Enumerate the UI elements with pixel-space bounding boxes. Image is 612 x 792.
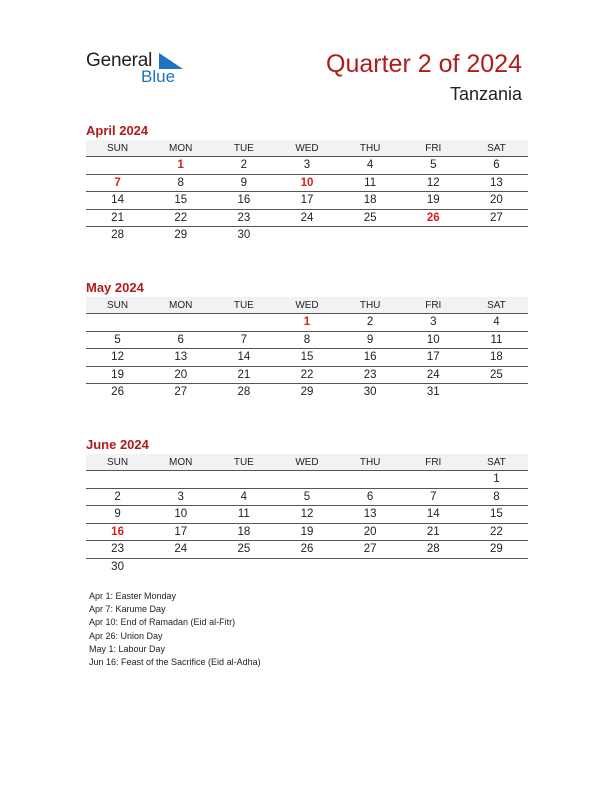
day-cell: 26 xyxy=(275,541,338,559)
day-cell: 15 xyxy=(465,506,528,524)
day-cell: 23 xyxy=(212,209,275,227)
week-row xyxy=(86,558,528,575)
week-row xyxy=(86,314,528,332)
day-cell: 31 xyxy=(426,386,440,399)
week-row xyxy=(86,331,528,349)
day-cell: 21 xyxy=(86,209,149,227)
day-cell: 10 xyxy=(149,506,212,524)
day-cell: 27 xyxy=(339,541,402,559)
day-cell: 6 xyxy=(339,488,402,506)
day-cell: 11 xyxy=(212,506,275,524)
day-cell: 6 xyxy=(149,331,212,349)
empty-day-cell xyxy=(339,471,402,489)
empty-day-cell xyxy=(212,558,275,575)
week-row xyxy=(86,349,528,367)
day-cell: 7 xyxy=(86,174,149,192)
day-cell: 11 xyxy=(339,174,402,192)
weekday-header: SAT xyxy=(465,140,528,157)
day-cell: 16 xyxy=(339,349,402,367)
day-cell: 2 xyxy=(339,314,402,332)
day-cell: 19 xyxy=(86,366,149,384)
empty-day-cell xyxy=(86,157,149,175)
day-cell: 12 xyxy=(402,174,465,192)
logo-general-text: General xyxy=(86,50,153,71)
day-cell: 25 xyxy=(465,366,528,384)
brand-logo xyxy=(86,50,196,90)
weekday-header: THU xyxy=(339,140,402,157)
day-cell: 23 xyxy=(86,541,149,559)
empty-day-cell xyxy=(339,558,402,575)
holiday-note: May 1: Labour Day xyxy=(89,643,166,654)
day-cell: 2 xyxy=(86,488,149,506)
day-cell: 3 xyxy=(149,488,212,506)
week-row xyxy=(86,209,528,227)
holiday-note: Jun 16: Feast of the Sacrifice (Eid al-Adha) xyxy=(89,657,261,668)
country-name: Tanzania xyxy=(449,84,522,104)
day-cell: 5 xyxy=(86,331,149,349)
day-cell: 9 xyxy=(339,331,402,349)
weekday-header: TUE xyxy=(212,297,275,314)
empty-day-cell xyxy=(339,227,402,244)
day-cell: 17 xyxy=(275,192,338,210)
day-cell: 27 xyxy=(465,209,528,227)
day-cell: 27 xyxy=(174,386,188,399)
empty-day-cell xyxy=(465,384,528,401)
day-cell: 28 xyxy=(237,386,251,399)
weekday-header: WED xyxy=(275,297,338,314)
day-cell: 11 xyxy=(465,331,528,349)
day-cell: 26 xyxy=(111,386,124,399)
empty-day-cell xyxy=(149,558,212,575)
weekday-header: MON xyxy=(149,297,212,314)
day-cell: 18 xyxy=(339,192,402,210)
week-row xyxy=(86,157,528,175)
week-row xyxy=(86,174,528,192)
day-cell: 22 xyxy=(465,523,528,541)
day-cell: 6 xyxy=(465,157,528,175)
holiday-note: Apr 1: Easter Monday xyxy=(89,591,177,601)
weekday-header: WED xyxy=(275,454,338,471)
empty-day-cell xyxy=(212,471,275,489)
week-row xyxy=(86,523,528,541)
day-cell: 13 xyxy=(465,174,528,192)
empty-day-cell xyxy=(402,558,465,575)
day-cell: 24 xyxy=(402,366,465,384)
holiday-notes xyxy=(89,590,261,669)
weekday-header: WED xyxy=(275,140,338,157)
empty-day-cell xyxy=(275,471,338,489)
empty-day-cell xyxy=(402,471,465,489)
day-cell: 15 xyxy=(275,349,338,367)
day-cell: 30 xyxy=(111,560,124,573)
day-cell: 21 xyxy=(212,366,275,384)
day-cell: 7 xyxy=(212,331,275,349)
empty-day-cell xyxy=(212,314,275,332)
day-cell: 22 xyxy=(275,366,338,384)
weekday-header: TUE xyxy=(212,140,275,157)
weekday-header: FRI xyxy=(402,140,465,157)
calendar-grid xyxy=(86,454,528,575)
week-row xyxy=(86,506,528,524)
empty-day-cell xyxy=(465,227,528,244)
empty-day-cell xyxy=(275,227,338,244)
weekday-header: TUE xyxy=(212,454,275,471)
day-cell: 20 xyxy=(339,523,402,541)
day-cell: 19 xyxy=(402,192,465,210)
day-cell: 14 xyxy=(86,192,149,210)
day-cell: 8 xyxy=(465,488,528,506)
day-cell: 14 xyxy=(212,349,275,367)
empty-day-cell xyxy=(86,314,149,332)
day-cell: 1 xyxy=(275,314,338,332)
day-cell: 25 xyxy=(212,541,275,559)
day-cell: 28 xyxy=(111,229,124,242)
day-cell: 3 xyxy=(402,314,465,332)
day-cell: 18 xyxy=(212,523,275,541)
weekday-header: SUN xyxy=(86,297,149,314)
weekday-header: FRI xyxy=(402,297,465,314)
day-cell: 1 xyxy=(465,471,528,489)
empty-day-cell xyxy=(86,471,149,489)
day-cell: 3 xyxy=(275,157,338,175)
empty-day-cell xyxy=(465,558,528,575)
day-cell: 9 xyxy=(212,174,275,192)
week-row xyxy=(86,227,528,244)
weekday-header: SAT xyxy=(465,297,528,314)
month-april xyxy=(86,122,528,244)
empty-day-cell xyxy=(402,227,465,244)
week-row xyxy=(86,471,528,489)
logo-blue-text: Blue xyxy=(141,67,176,86)
weekday-header: SAT xyxy=(465,454,528,471)
day-cell: 14 xyxy=(402,506,465,524)
day-cell: 24 xyxy=(149,541,212,559)
week-row xyxy=(86,192,528,210)
weekday-header: FRI xyxy=(402,454,465,471)
day-cell: 25 xyxy=(339,209,402,227)
day-cell: 30 xyxy=(363,386,377,399)
day-cell: 13 xyxy=(149,349,212,367)
empty-day-cell xyxy=(149,314,212,332)
empty-day-cell xyxy=(275,558,338,575)
day-cell: 29 xyxy=(300,386,314,399)
weekday-header-row xyxy=(86,297,528,314)
day-cell: 26 xyxy=(402,209,465,227)
day-cell: 18 xyxy=(465,349,528,367)
day-cell: 19 xyxy=(275,523,338,541)
page-title: Quarter 2 of 2024 xyxy=(326,50,522,78)
day-cell: 29 xyxy=(174,229,188,242)
day-cell: 4 xyxy=(465,314,528,332)
calendar-grid xyxy=(86,297,528,401)
day-cell: 10 xyxy=(275,174,338,192)
weekday-header-row xyxy=(86,140,528,157)
day-cell: 12 xyxy=(86,349,149,367)
day-cell: 20 xyxy=(149,366,212,384)
weekday-header: MON xyxy=(149,454,212,471)
month-may xyxy=(86,279,528,401)
day-cell: 5 xyxy=(402,157,465,175)
week-row xyxy=(86,366,528,384)
month-title: April 2024 xyxy=(86,123,149,138)
day-cell: 8 xyxy=(275,331,338,349)
day-cell: 29 xyxy=(465,541,528,559)
weekday-header: MON xyxy=(149,140,212,157)
day-cell: 13 xyxy=(339,506,402,524)
calendar-grid xyxy=(86,140,528,244)
weekday-header: THU xyxy=(339,297,402,314)
holiday-note: Apr 7: Karume Day xyxy=(89,604,166,615)
day-cell: 20 xyxy=(465,192,528,210)
day-cell: 1 xyxy=(149,157,212,175)
week-row xyxy=(86,541,528,559)
day-cell: 2 xyxy=(212,157,275,175)
day-cell: 15 xyxy=(149,192,212,210)
day-cell: 21 xyxy=(402,523,465,541)
day-cell: 17 xyxy=(402,349,465,367)
day-cell: 4 xyxy=(339,157,402,175)
empty-day-cell xyxy=(149,471,212,489)
day-cell: 23 xyxy=(339,366,402,384)
weekday-header: SUN xyxy=(86,454,149,471)
day-cell: 17 xyxy=(149,523,212,541)
day-cell: 24 xyxy=(275,209,338,227)
holiday-note: Apr 26: Union Day xyxy=(89,630,163,641)
week-row xyxy=(86,488,528,506)
day-cell: 28 xyxy=(402,541,465,559)
month-title: May 2024 xyxy=(86,280,144,295)
weekday-header: THU xyxy=(339,454,402,471)
month-title: June 2024 xyxy=(86,437,149,452)
day-cell: 22 xyxy=(149,209,212,227)
week-row xyxy=(86,384,528,401)
holiday-note: Apr 10: End of Ramadan (Eid al-Fitr) xyxy=(89,617,236,628)
day-cell: 10 xyxy=(402,331,465,349)
day-cell: 8 xyxy=(149,174,212,192)
month-june xyxy=(86,436,528,575)
day-cell: 16 xyxy=(212,192,275,210)
weekday-header: SUN xyxy=(86,140,149,157)
day-cell: 12 xyxy=(275,506,338,524)
day-cell: 9 xyxy=(86,506,149,524)
day-cell: 5 xyxy=(275,488,338,506)
day-cell: 7 xyxy=(402,488,465,506)
day-cell: 30 xyxy=(237,229,251,242)
weekday-header-row xyxy=(86,454,528,471)
day-cell: 16 xyxy=(86,523,149,541)
day-cell: 4 xyxy=(212,488,275,506)
